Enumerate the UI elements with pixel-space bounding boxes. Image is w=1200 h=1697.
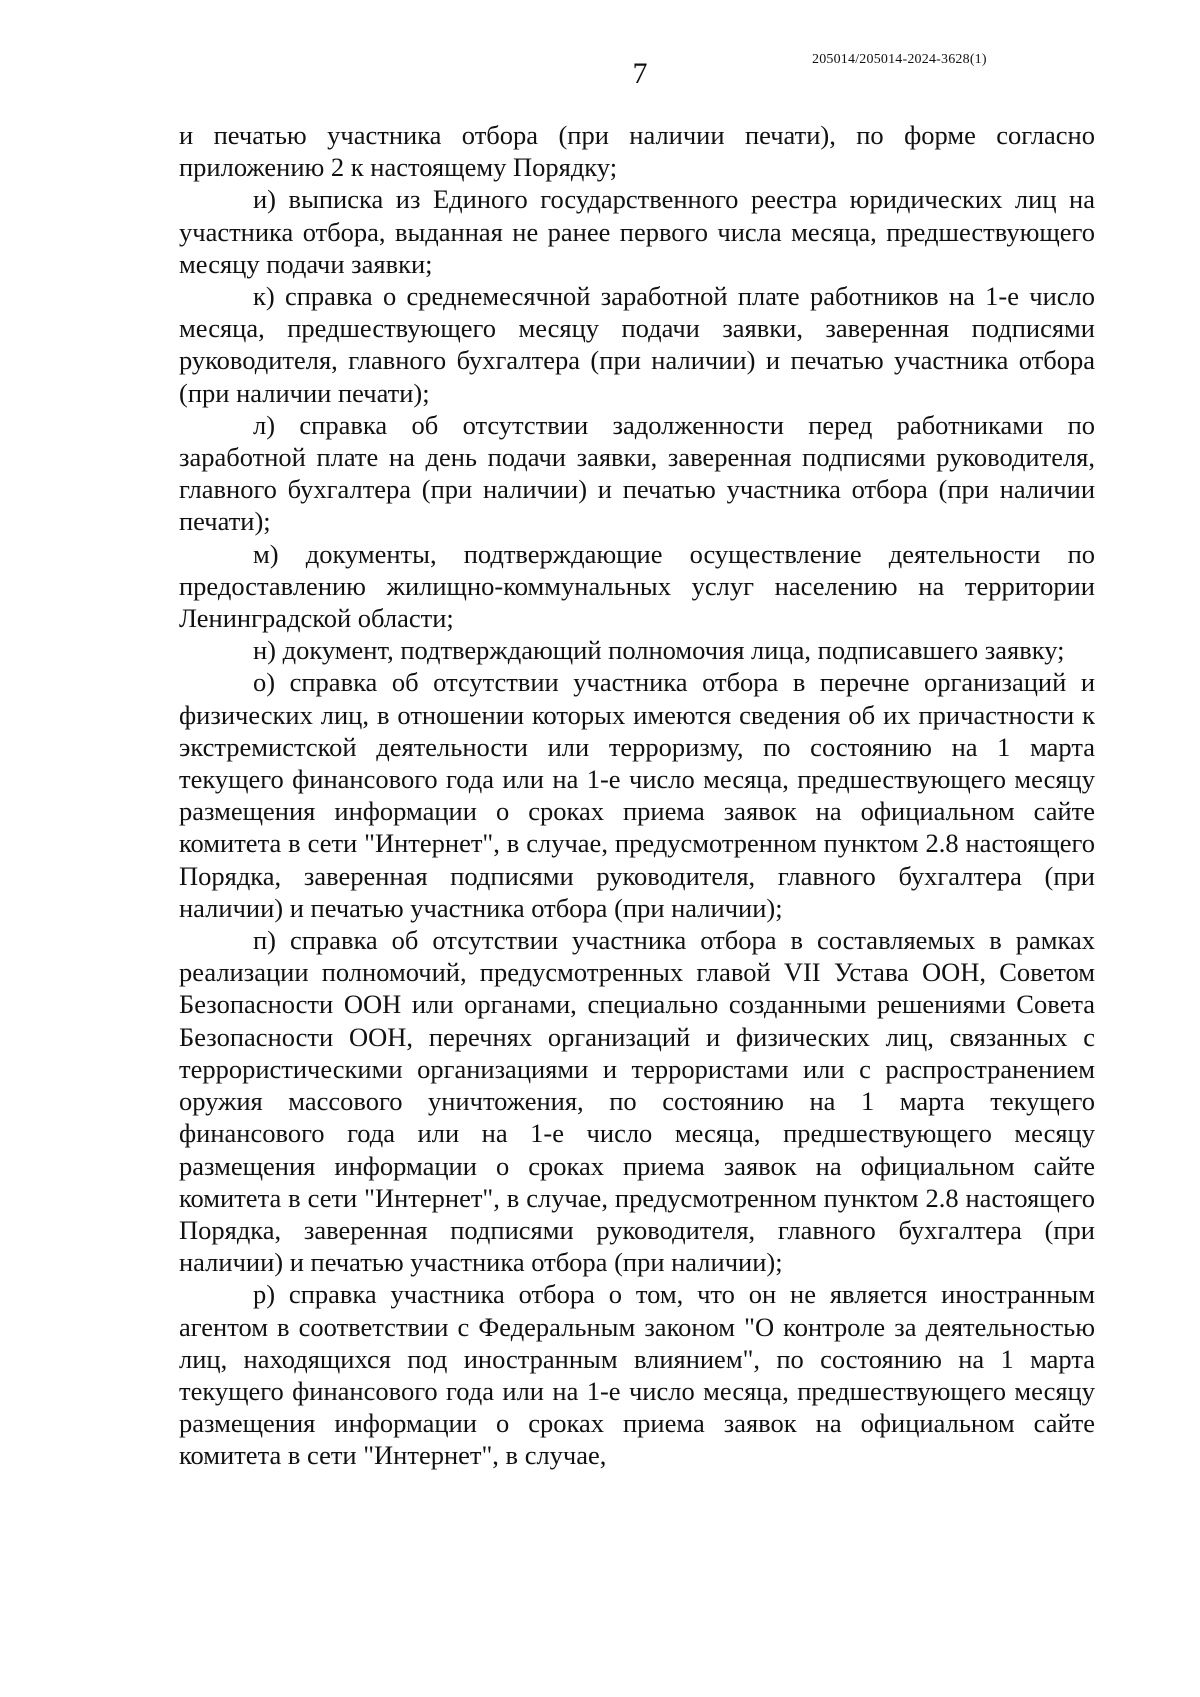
page-number: 7 — [632, 57, 648, 90]
list-item-i: и) выписка из Единого государственного реестра юридических лиц на участника отбора, выданная не ранее первого числа месяца, предшествующего месяцу подачи заявки; — [179, 184, 1095, 279]
list-item-l: л) справка об отсутствии задолженности перед работниками по заработной плате на день подачи заявки, заверенная подписями руководителя, главного бухгалтера (при наличии) и печатью участника отбора (при наличии печати); — [179, 409, 1095, 537]
list-item-r: р) справка участника отбора о том, что он не является иностранным агентом в соответствии с Федеральным законом "О контроле за деятельностью лиц, находящихся под иностранным влиянием", по состоянию на 1 марта текущего финансового года или на 1-е число месяца, предшествующего месяцу размещения информации о сроках приема заявок на официальном сайте комитета в сети "Интернет", в случае, — [179, 1279, 1095, 1471]
list-item-o: о) справка об отсутствии участника отбора в перечне организаций и физических лиц, в отношении которых имеются сведения об их причастности к экстремистской деятельности или терроризму, по состоянию на 1 марта текущего финансового года или на 1-е число месяца, предшествующего месяцу размещения информации о сроках приема заявок на официальном сайте комитета в сети "Интернет", в случае, предусмотренном пунктом 2.8 настоящего Порядка, заверенная подписями руководителя, главного бухгалтера (при наличии) и печатью участника отбора (при наличии); — [179, 667, 1095, 923]
paragraph-continuation: и печатью участника отбора (при наличии печати), по форме согласно приложению 2 к настоящему Порядку; — [179, 120, 1095, 183]
document-body — [179, 119, 1095, 1472]
document-id: 205014/205014-2024-3628(1) — [812, 52, 987, 67]
list-item-p: п) справка об отсутствии участника отбора в составляемых в рамках реализации полномочий, предусмотренных главой VII Устава ООН, Советом Безопасности ООН или органами, специально созданными решениями Совета Безопасности ООН, перечнях организаций и физических лиц, связанных с террористическими организациями и террористами или с распространением оружия массового уничтожения, по состоянию на 1 марта текущего финансового года или на 1-е число месяца, предшествующего месяцу размещения информации о сроках приема заявок на официальном сайте комитета в сети "Интернет", в случае, предусмотренном пунктом 2.8 настоящего Порядка, заверенная подписями руководителя, главного бухгалтера (при наличии) и печатью участника отбора (при наличии); — [179, 925, 1095, 1278]
list-item-n: н) документ, подтверждающий полномочия лица, подписавшего заявку; — [253, 635, 1065, 666]
list-item-k: к) справка о среднемесячной заработной плате работников на 1-е число месяца, предшествующего месяцу подачи заявки, заверенная подписями руководителя, главного бухгалтера (при наличии) и печатью участника отбора (при наличии печати); — [179, 281, 1095, 408]
list-item-m: м) документы, подтверждающие осуществление деятельности по предоставлению жилищно-коммунальных услуг населению на территории Ленинградской области; — [179, 538, 1095, 634]
